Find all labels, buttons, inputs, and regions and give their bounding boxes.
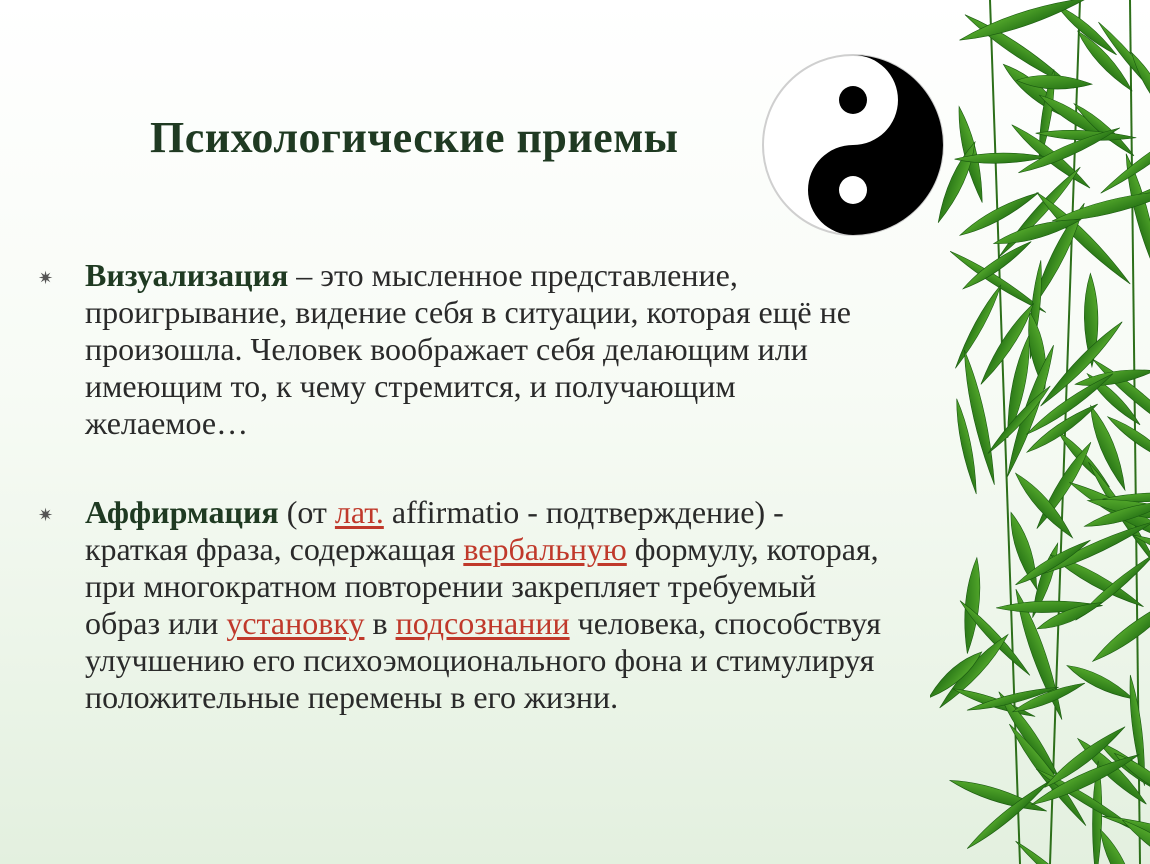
bamboo-leaf	[1064, 660, 1136, 704]
yin-yang-icon	[760, 52, 946, 238]
bamboo-leaf	[1084, 403, 1131, 493]
bamboo-leaf	[1074, 365, 1150, 390]
term-affirmation: Аффирмация	[85, 494, 279, 530]
bullet-visualization	[85, 257, 885, 442]
link-podsoznanie[interactable]: подсознании	[395, 605, 570, 641]
bamboo-leaves	[930, 0, 1150, 864]
bullet-star-icon: ✷	[38, 268, 54, 288]
bullet-text: человека, способствуя улучшению его психоэмоционального фона и стимулируя положительные перемены в его жизни.	[85, 605, 881, 715]
link-ustanovka[interactable]: установку	[226, 605, 365, 641]
slide-title: Психологические приемы	[150, 113, 679, 162]
bamboo-leaf	[1013, 838, 1105, 864]
bullet-text: формулу, которая, при многократном повторении закрепляет требуемый образ или	[85, 531, 879, 641]
bullet-text: в	[364, 605, 396, 641]
link-verbal[interactable]: вербальную	[463, 531, 627, 567]
term-visualization: Визуализация	[85, 257, 289, 293]
bullet-text: affirmatio - подтверждение) - краткая фраза, содержащая	[85, 494, 784, 567]
bullet-affirmation	[85, 494, 885, 716]
bullet-text: – это мысленное представление, проигрывание, видение себя в ситуации, которая ещё не произошла. Человек воображает себя делающим или имеющим то, к чему стремится, и получающим желаемое…	[85, 257, 851, 441]
bullet-text: (от	[278, 494, 335, 530]
link-lat[interactable]: лат.	[334, 494, 384, 530]
bullet-star-icon: ✷	[38, 505, 54, 525]
